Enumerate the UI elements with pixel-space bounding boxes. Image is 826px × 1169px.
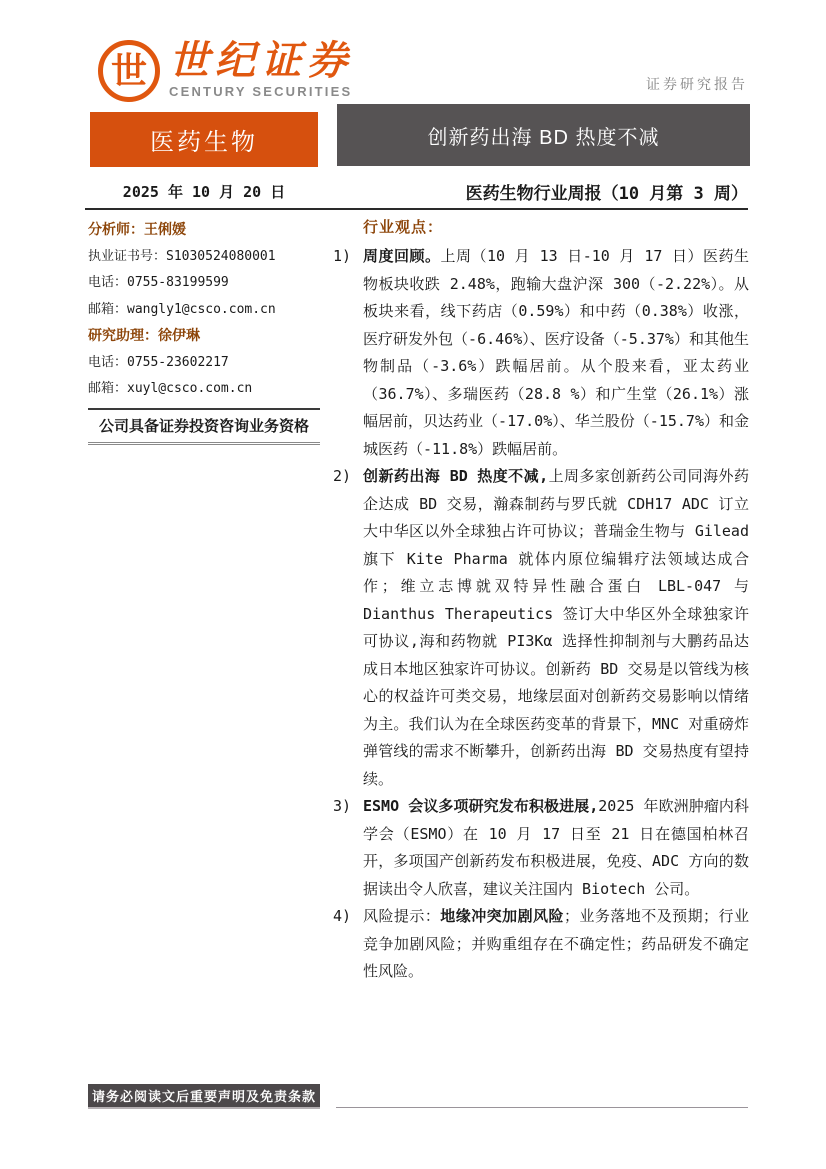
analyst-name-row: 分析师：王俐媛	[88, 222, 186, 238]
item-number: 3)	[333, 797, 352, 815]
item-text: 2025 年欧洲肿瘤内科学会（ESMO）在 10 月 17 日至 21 日在德国柏林召开，多项国产创新药发布积极进展，免疫、ADC 方向的数据读出令人欣喜，建议关注国内 Biotech 公司。	[363, 797, 749, 898]
disclaimer-badge: 请务必阅读文后重要声明及免责条款	[88, 1084, 320, 1109]
item-paragraph	[363, 793, 749, 903]
item-number: 4)	[333, 907, 352, 925]
list-item	[333, 903, 749, 986]
section-title: 行业观点：	[363, 218, 444, 236]
item-text: ；业务落地不及预期；行业竞争加剧风险；并购重组存在不确定性；药品研发不确定性风险。	[363, 907, 749, 980]
assistant-email-row: 邮箱：xuyl@csco.com.cn	[88, 381, 253, 396]
brand-logo-text	[169, 37, 353, 99]
header-divider	[85, 208, 748, 210]
item-text: 上周（10 月 13 日-10 月 17 日）医药生物板块收跌 2.48%，跑输大盘沪深 300（-2.22%）。从板块来看，线下药店（0.59%）和中药（0.38%）收涨，医疗研发外包（-6.46%）、医疗设备（-5.37%）和其他生物制品（-3.6%）跌幅居前。从个股来看，亚太药业（36.7%）、多瑞医药（28.8 %）和广生堂（26.1%）涨幅居前，贝达药业（-17.0%）、华兰股份（-15.7%）和金城医药（-11.8%）跌幅居前。	[363, 247, 749, 458]
analyst-license-row: 执业证书号：S1030524080001	[88, 248, 276, 264]
brand-name-en: CENTURY SECURITIES	[169, 84, 353, 99]
item-lead: 周度回顾。	[363, 247, 441, 265]
industry-view-section	[333, 216, 749, 986]
item-paragraph	[363, 243, 749, 463]
item-paragraph	[363, 463, 749, 793]
item-prefix: 风险提示：	[363, 907, 441, 925]
logo-glyph: 世	[110, 50, 147, 92]
item-lead: ESMO 会议多项研究发布积极进展,	[363, 797, 599, 815]
list-item	[333, 793, 749, 903]
item-text: 上周多家创新药公司同海外药企达成 BD 交易，瀚森制药与罗氏就 CDH17 ADC 订立大中华区以外全球独占许可协议；普瑞金生物与 Gilead 旗下 Kite Pharma 就体内原位编辑疗法领域达成合作；维立志博就双特异性融合蛋白 LBL-047 与 Dianthus Therapeutics 签订大中华区外全球独家许可协议,海和药物就 PI3Kα 选择性抑制剂与大鹏药品达成日本地区独家许可协议。创新药 BD 交易是以管线为核心的权益许可类交易，地缘层面对创新药交易影响以情绪为主。我们认为在全球医药变革的背景下，MNC 对重磅炸弹管线的需求不断攀升，创新药出海 BD 交易热度有望持续。	[363, 467, 749, 788]
item-lead: 地缘冲突加剧风险	[440, 907, 564, 925]
report-date: 2025 年 10 月 20 日	[122, 183, 286, 201]
list-item	[333, 243, 749, 463]
list-item	[333, 463, 749, 793]
analyst-phone-row: 电话：0755-83199599	[88, 275, 229, 290]
brand-logo-icon	[98, 40, 160, 102]
analyst-email-row: 邮箱：wangly1@csco.com.cn	[88, 301, 276, 317]
item-paragraph	[363, 903, 749, 986]
sector-banner: 医药生物	[90, 112, 318, 167]
item-number: 2)	[333, 467, 352, 485]
item-number: 1)	[333, 247, 352, 265]
analyst-sidebar	[88, 217, 320, 445]
assistant-phone-row: 电话：0755-23602217	[88, 354, 229, 370]
footer-divider	[336, 1107, 748, 1108]
assistant-name-row: 研究助理：徐伊琳	[88, 328, 200, 344]
headline-banner: 创新药出海 BD 热度不减	[337, 104, 750, 166]
qualification-note: 公司具备证券投资咨询业务资格	[88, 408, 320, 445]
brand-logo	[98, 37, 353, 102]
brand-name-cn: 世纪证券	[169, 37, 353, 84]
report-series-title: 医药生物行业周报（10 月第 3 周）	[465, 184, 748, 204]
item-lead: 创新药出海 BD 热度不减,	[363, 467, 549, 485]
report-type-label: 证券研究报告	[646, 77, 748, 93]
